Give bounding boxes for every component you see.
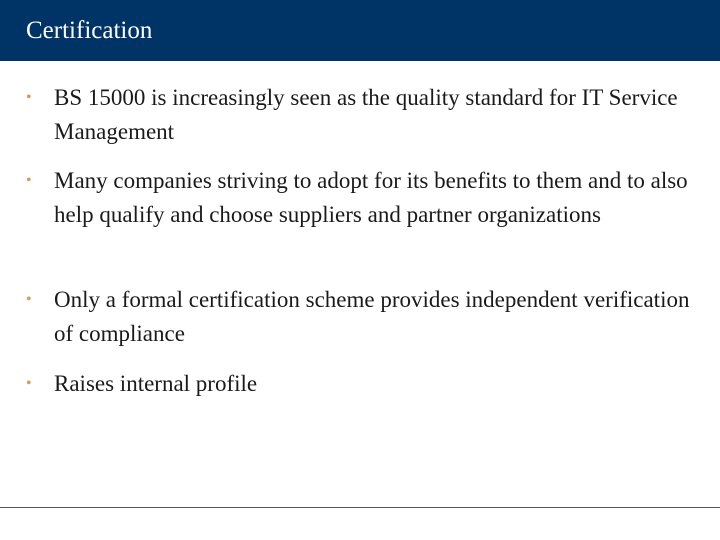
bullet-icon: • <box>26 291 32 308</box>
bullet-text: Many companies striving to adopt for its benefits to them and to also help qualify and choose suppliers and partner organizations <box>54 168 688 227</box>
bullet-icon: • <box>26 172 32 189</box>
bullet-icon: • <box>26 375 32 392</box>
bullet-text: Raises internal profile <box>54 371 258 396</box>
bullet-text: BS 15000 is increasingly seen as the quality standard for IT Service Management <box>54 85 678 144</box>
slide-title: Certification <box>26 17 153 44</box>
bullet-text: Only a formal certification scheme provides independent verification of compliance <box>54 287 690 346</box>
bullet-icon: • <box>26 89 32 106</box>
footer-divider <box>0 507 720 508</box>
